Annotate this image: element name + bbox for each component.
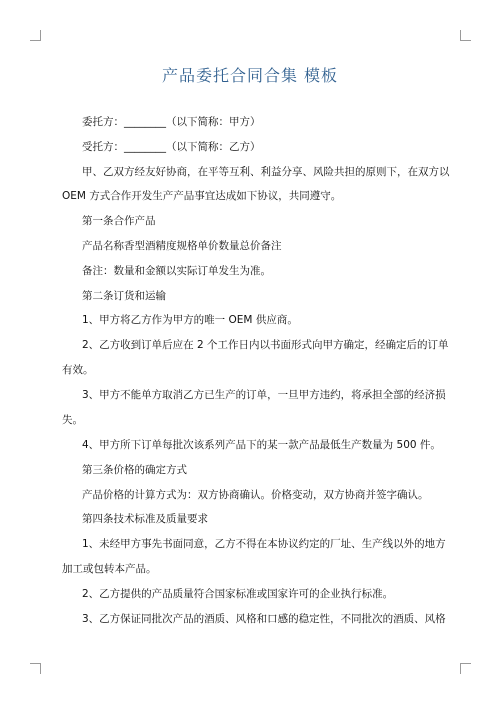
contractor-line: 受托方：________（以下简称：乙方） [82, 141, 261, 153]
clause-4-1-line-2: 加工或包转本产品。 [62, 563, 157, 575]
page-corner-top-left [30, 30, 41, 41]
clause-2-4: 4、甲方所下订单每批次该系列产品下的某一款产品最低生产数量为 500 件。 [82, 439, 441, 451]
page-corner-bottom-right [460, 663, 471, 674]
clause-4-3-line-1: 3、乙方保证同批次产品的酒质、风格和口感的稳定性，不同批次的酒质、风格 [82, 613, 446, 625]
clause-2-2-line-2: 有效。 [62, 364, 94, 376]
clause-2-2-line-1: 2、乙方收到订单后应在 2 个工作日内以书面形式向甲方确定，经确定后的订单 [82, 339, 449, 351]
product-table-header: 产品名称香型酒精度规格单价数量总价备注 [82, 240, 282, 252]
article-4-heading: 第四条技术标准及质量要求 [82, 513, 208, 525]
clause-4-2: 2、乙方提供的产品质量符合国家标准或国家许可的企业执行标准。 [82, 588, 394, 600]
article-2-heading: 第二条订货和运输 [82, 290, 166, 302]
clause-2-3-line-1: 3、甲方不能单方取消乙方已生产的订单，一旦甲方违约，将承担全部的经济损 [82, 389, 446, 401]
clause-3-1: 产品价格的计算方式为：双方协商确认。价格变动，双方协商并签字确认。 [82, 489, 429, 501]
document-title: 产品委托合同合集 模板 [161, 66, 339, 85]
clause-4-1-line-1: 1、未经甲方事先书面同意，乙方不得在本协议约定的厂址、生产线以外的地方 [82, 538, 446, 550]
article-1-heading: 第一条合作产品 [82, 215, 156, 227]
remark-line: 备注：数量和金额以实际订单发生为准。 [82, 265, 271, 277]
preamble-line-2: OEM 方式合作开发生产产品事宜达成如下协议，共同遵守。 [62, 190, 342, 202]
page-corner-top-right [460, 30, 471, 41]
article-3-heading: 第三条价格的确定方式 [82, 464, 187, 476]
preamble-line-1: 甲、乙双方经友好协商，在平等互利、利益分享、风险共担的原则下，在双方以 [82, 166, 450, 178]
client-line: 委托方：________（以下简称：甲方） [82, 116, 261, 128]
clause-2-1: 1、甲方将乙方作为甲方的唯一 OEM 供应商。 [82, 314, 298, 326]
page-corner-bottom-left [30, 663, 41, 674]
clause-2-3-line-2: 失。 [62, 414, 83, 426]
